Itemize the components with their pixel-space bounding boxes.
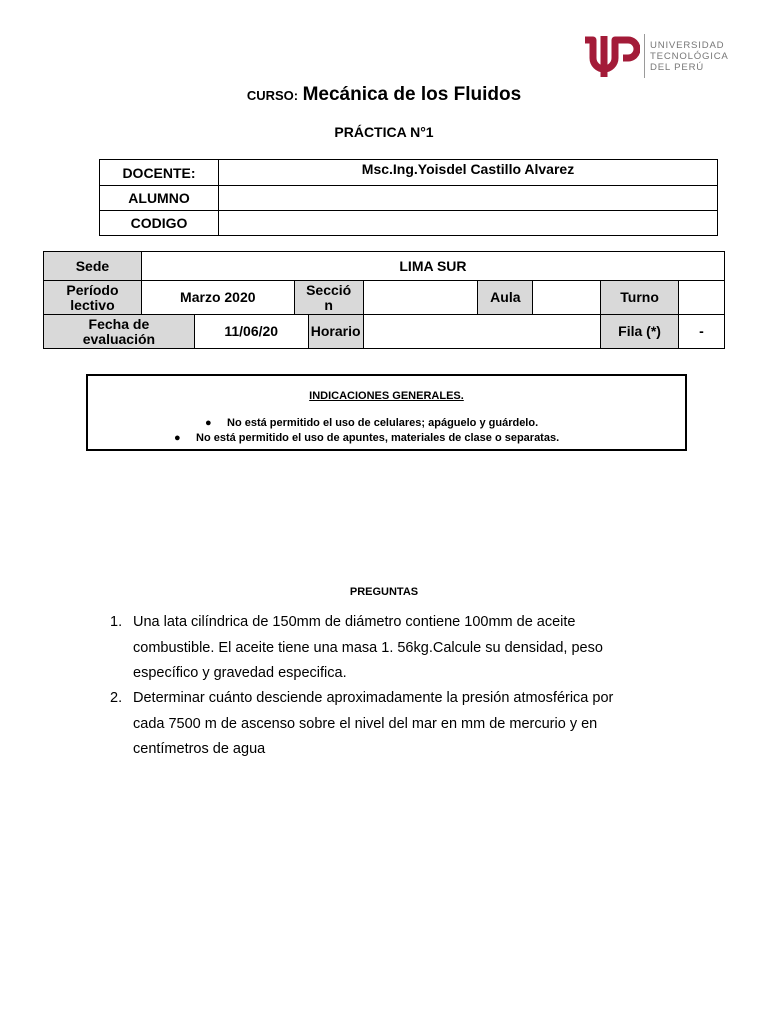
bullet-icon: ● xyxy=(205,417,212,429)
docente-label: DOCENTE: xyxy=(100,160,219,186)
periodo-label-line-2: lectivo xyxy=(70,296,115,313)
sede-value: LIMA SUR xyxy=(141,252,724,281)
question-line: combustible. El aceite tiene una masa 1. 56kg.Calcule su densidad, peso xyxy=(133,639,603,656)
fecha-label-line-2: evaluación xyxy=(82,330,156,347)
logo-line-1: UNIVERSIDAD xyxy=(650,40,725,51)
seccion-label-line-2: n xyxy=(324,296,333,313)
aula-field[interactable] xyxy=(533,281,601,315)
instruction-item xyxy=(205,417,538,429)
question-item xyxy=(110,610,650,688)
horario-field[interactable] xyxy=(363,315,600,349)
horario-label: Horario xyxy=(308,315,363,349)
docente-value: Msc.Ing.Yoisdel Castillo Alvarez xyxy=(219,160,718,186)
aula-label: Aula xyxy=(478,281,533,315)
logo-wordmark xyxy=(650,40,729,73)
course-title xyxy=(0,84,768,106)
alumno-field[interactable] xyxy=(219,186,718,211)
course-name: Mecánica de los Fluidos xyxy=(302,84,522,105)
question-number: 2. xyxy=(110,690,123,706)
evaluation-details-table xyxy=(43,251,725,349)
periodo-label-line-1: Período xyxy=(66,281,119,298)
question-line: Determinar cuánto desciende aproximadamente la presión atmosférica por xyxy=(133,690,614,706)
question-text xyxy=(133,610,653,687)
question-line: cada 7500 m de ascenso sobre el nivel del mar en mm de mercurio y en xyxy=(133,715,598,732)
question-text xyxy=(133,686,653,763)
question-line: centímetros de agua xyxy=(133,741,266,757)
seccion-label-line-1: Secció xyxy=(306,281,352,298)
alumno-label: ALUMNO xyxy=(100,186,219,211)
fila-label: Fila (*) xyxy=(601,315,679,349)
university-logo xyxy=(582,30,732,82)
periodo-value: Marzo 2020 xyxy=(141,281,294,315)
questions-title: PREGUNTAS xyxy=(349,586,419,598)
student-info-table xyxy=(99,159,718,236)
question-number: 1. xyxy=(110,614,123,630)
practice-title: PRÁCTICA N°1 xyxy=(334,124,434,140)
seccion-field[interactable] xyxy=(363,281,478,315)
codigo-field[interactable] xyxy=(219,211,718,236)
turno-field[interactable] xyxy=(679,281,725,315)
fecha-label-line-1: Fecha de xyxy=(88,315,150,332)
utp-logo-icon xyxy=(582,30,640,80)
logo-line-2: TECNOLÓGICA xyxy=(650,51,729,62)
fecha-label xyxy=(44,315,195,349)
seccion-label xyxy=(294,281,363,315)
bullet-icon: ● xyxy=(174,432,181,444)
periodo-label xyxy=(44,281,142,315)
instruction-text: No está permitido el uso de celulares; apáguelo y guárdelo. xyxy=(227,417,539,429)
question-line: específico y gravedad especifica. xyxy=(133,665,347,681)
logo-divider xyxy=(644,34,645,78)
question-line: Una lata cilíndrica de 150mm de diámetro contiene 100mm de aceite xyxy=(133,614,576,630)
instruction-item xyxy=(174,432,559,444)
fila-value: - xyxy=(679,315,725,349)
logo-line-3: DEL PERÚ xyxy=(650,62,705,73)
fecha-value: 11/06/20 xyxy=(194,315,308,349)
question-item xyxy=(110,686,650,764)
instructions-title: INDICACIONES GENERALES. xyxy=(309,390,464,402)
turno-label: Turno xyxy=(601,281,679,315)
codigo-label: CODIGO xyxy=(100,211,219,236)
sede-label: Sede xyxy=(44,252,142,281)
instruction-text: No está permitido el uso de apuntes, materiales de clase o separatas. xyxy=(196,432,560,444)
course-label: CURSO: xyxy=(246,88,299,103)
general-instructions-box xyxy=(86,374,687,451)
